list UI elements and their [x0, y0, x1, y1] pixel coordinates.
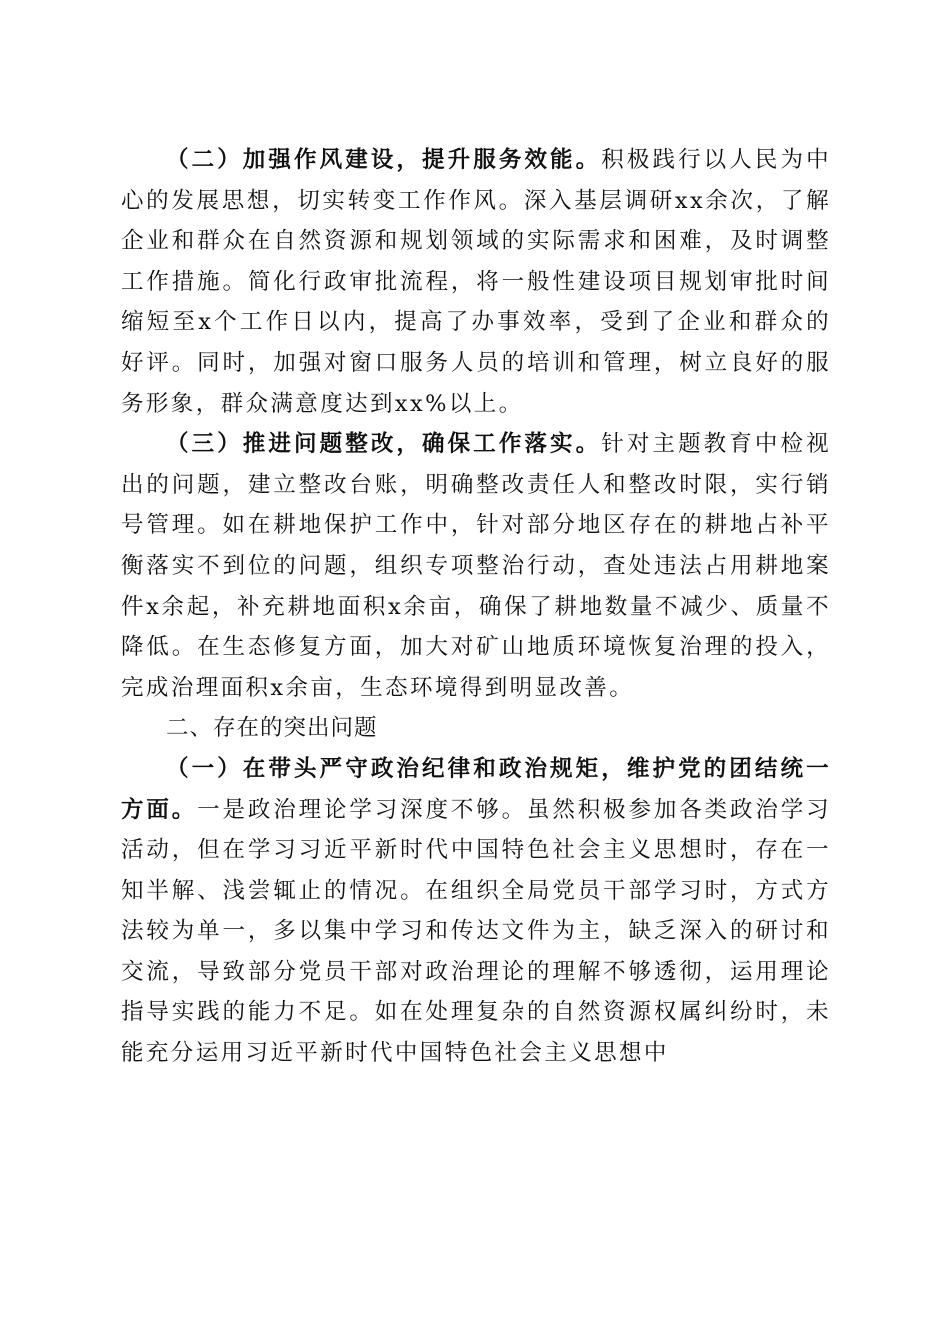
paragraph-text: 积极践行以人民为中心的发展思想，切实转变工作作风。深入基层调研xx余次，了解企业和群众在自然资源和规划领域的实际需求和困难，及时调整工作措施。简化行政审批流程，将一般性建设项目规划审批时间缩短至x个工作日以内，提高了办事效率，受到了企业和群众的好评。同时，加强对窗口服务人员的培训和管理，树立良好的服务形象，群众满意度达到xx%以上。: [121, 147, 831, 417]
paragraph-lead: （一）在带头严守政治纪律和政治规矩，维护党的团结统一方面。: [121, 755, 831, 823]
paragraph-lead: （二）加强作风建设，提升服务效能。: [166, 147, 602, 173]
paragraph-political-discipline: [121, 749, 831, 1074]
paragraph-work-style: [121, 140, 831, 424]
paragraph-lead: （三）推进问题整改，确保工作落实。: [166, 431, 602, 458]
document-body: [121, 140, 831, 1074]
paragraph-rectification: [121, 424, 831, 708]
section-heading: 二、存在的突出问题: [166, 715, 378, 742]
paragraph-text: 针对主题教育中检视出的问题，建立整改台账，明确整改责任人和整改时限，实行销号管理。如在耕地保护工作中，针对部分地区存在的耕地占补平衡落实不到位的问题，组织专项整治行动，查处违法占用耕地案件x余起，补充耕地面积x余亩，确保了耕地数量不减少、质量不降低。在生态修复方面，加大对矿山地质环境恢复治理的投入，完成治理面积x余亩，生态环境得到明显改善。: [121, 431, 831, 701]
paragraph-text: 一是政治理论学习深度不够。虽然积极参加各类政治学习活动，但在学习习近平新时代中国特色社会主义思想时，存在一知半解、浅尝辄止的情况。在组织全局党员干部学习时，方式方法较为单一，多以集中学习和传达文件为主，缺乏深入的研讨和交流，导致部分党员干部对政治理论的理解不够透彻，运用理论指导实践的能力不足。如在处理复杂的自然资源权属纠纷时，未能充分运用习近平新时代中国特色社会主义思想中: [121, 796, 831, 1067]
